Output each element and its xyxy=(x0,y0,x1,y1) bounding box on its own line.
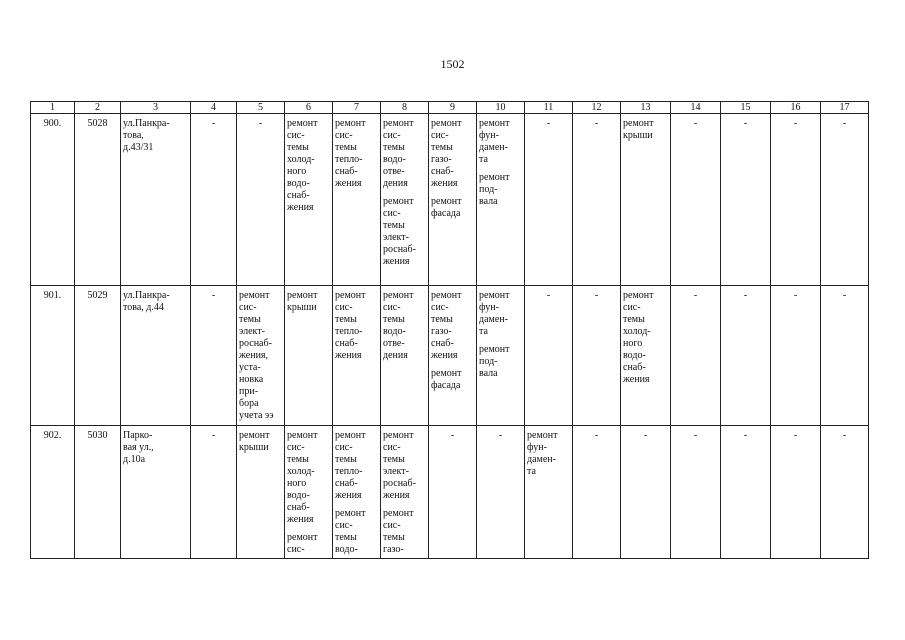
address: ул.Панкра- това, д.44 xyxy=(123,290,170,313)
row-code: 5028 xyxy=(87,118,108,129)
table-cell xyxy=(525,114,573,286)
dash-mark: - xyxy=(743,118,748,129)
work-item: ремонт фун- дамен- та xyxy=(479,118,510,165)
column-header: 11 xyxy=(525,102,573,114)
column-header: 10 xyxy=(477,102,525,114)
work-item: ремонт сис- темы тепло- снаб- жения xyxy=(335,430,366,501)
work-item: ремонт под- вала xyxy=(479,344,510,379)
dash-mark: - xyxy=(211,430,216,441)
table-cell xyxy=(75,114,121,286)
dash-mark: - xyxy=(842,430,847,441)
dash-mark: - xyxy=(450,430,455,441)
table-cell xyxy=(721,114,771,286)
work-item: ремонт сис- темы газо- xyxy=(383,508,414,555)
work-item: ремонт сис- темы водо- xyxy=(335,508,366,555)
dash-mark: - xyxy=(594,290,599,301)
dash-mark: - xyxy=(693,118,698,129)
column-header: 16 xyxy=(771,102,821,114)
work-item: ремонт крыши xyxy=(623,118,654,141)
work-item: ремонт фасада xyxy=(431,368,462,391)
table-cell xyxy=(621,286,671,426)
table-row xyxy=(31,426,869,559)
work-item: ремонт сис- xyxy=(287,532,318,555)
table-cell xyxy=(75,426,121,559)
table-cell xyxy=(621,114,671,286)
table-cell xyxy=(721,286,771,426)
work-item: ремонт крыши xyxy=(239,430,270,453)
work-item: ремонт сис- темы газо- снаб- жения xyxy=(431,118,462,189)
table-cell xyxy=(573,286,621,426)
column-header: 8 xyxy=(381,102,429,114)
work-item: ремонт сис- темы газо- снаб- жения xyxy=(431,290,462,361)
dash-mark: - xyxy=(211,118,216,129)
table-cell xyxy=(191,426,237,559)
work-item: ремонт сис- темы водо- отве- дения xyxy=(383,118,414,189)
table-row xyxy=(31,114,869,286)
work-item: ремонт сис- темы элект- роснаб- жения, уста- новка при- бора учета ээ xyxy=(239,290,274,421)
work-item: ремонт сис- темы элект- роснаб- жения xyxy=(383,430,416,501)
column-header: 1 xyxy=(31,102,75,114)
row-code: 5030 xyxy=(87,430,108,441)
column-header: 17 xyxy=(821,102,869,114)
dash-mark: - xyxy=(546,290,551,301)
table-cell xyxy=(573,426,621,559)
work-item: ремонт сис- темы элект- роснаб- жения xyxy=(383,196,416,267)
table-cell xyxy=(381,114,429,286)
table-cell xyxy=(333,426,381,559)
repair-schedule-table xyxy=(30,101,869,559)
work-item: ремонт сис- темы тепло- снаб- жения xyxy=(335,290,366,361)
table-cell xyxy=(285,114,333,286)
column-header: 3 xyxy=(121,102,191,114)
table-cell xyxy=(381,286,429,426)
table-cell xyxy=(821,114,869,286)
row-number: 900. xyxy=(43,118,62,129)
table-cell xyxy=(821,426,869,559)
column-header: 4 xyxy=(191,102,237,114)
table-cell xyxy=(191,114,237,286)
table-cell xyxy=(477,426,525,559)
table-cell xyxy=(333,114,381,286)
address: Парко- вая ул., д.10а xyxy=(123,430,154,465)
work-item: ремонт сис- темы холод- ного водо- снаб- жения xyxy=(287,430,318,525)
work-item: ремонт сис- темы холод- ного водо- снаб- жения xyxy=(287,118,318,213)
column-header: 15 xyxy=(721,102,771,114)
table-cell xyxy=(821,286,869,426)
table-cell xyxy=(671,426,721,559)
table-cell xyxy=(429,286,477,426)
column-header: 13 xyxy=(621,102,671,114)
dash-mark: - xyxy=(498,430,503,441)
dash-mark: - xyxy=(546,118,551,129)
table-cell xyxy=(771,114,821,286)
work-item: ремонт крыши xyxy=(287,290,318,313)
table-cell xyxy=(31,114,75,286)
table-cell xyxy=(237,114,285,286)
work-item: ремонт сис- темы холод- ного водо- снаб- жения xyxy=(623,290,654,385)
table-cell xyxy=(621,426,671,559)
table-cell xyxy=(191,286,237,426)
table-cell xyxy=(429,114,477,286)
table-cell xyxy=(477,114,525,286)
column-header: 7 xyxy=(333,102,381,114)
table-cell xyxy=(31,286,75,426)
table-cell xyxy=(31,426,75,559)
table-cell xyxy=(573,114,621,286)
dash-mark: - xyxy=(793,430,798,441)
dash-mark: - xyxy=(693,290,698,301)
work-item: ремонт фасада xyxy=(431,196,462,219)
work-item: ремонт под- вала xyxy=(479,172,510,207)
work-item: ремонт сис- темы тепло- снаб- жения xyxy=(335,118,366,189)
row-number: 902. xyxy=(43,430,62,441)
dash-mark: - xyxy=(743,430,748,441)
table-cell xyxy=(771,286,821,426)
row-code: 5029 xyxy=(87,290,108,301)
table-cell xyxy=(75,286,121,426)
dash-mark: - xyxy=(842,290,847,301)
address: ул.Панкра- това, д.43/31 xyxy=(123,118,170,153)
table-cell xyxy=(721,426,771,559)
column-header: 9 xyxy=(429,102,477,114)
column-header: 2 xyxy=(75,102,121,114)
dash-mark: - xyxy=(594,430,599,441)
table-cell xyxy=(381,426,429,559)
table-cell xyxy=(237,286,285,426)
column-header: 6 xyxy=(285,102,333,114)
dash-mark: - xyxy=(842,118,847,129)
dash-mark: - xyxy=(643,430,648,441)
column-header: 12 xyxy=(573,102,621,114)
table-cell xyxy=(429,426,477,559)
header-row xyxy=(31,102,869,114)
table-cell xyxy=(333,286,381,426)
dash-mark: - xyxy=(793,290,798,301)
column-header: 5 xyxy=(237,102,285,114)
table-cell xyxy=(285,426,333,559)
table-cell xyxy=(121,114,191,286)
dash-mark: - xyxy=(743,290,748,301)
dash-mark: - xyxy=(594,118,599,129)
table-cell xyxy=(237,426,285,559)
dash-mark: - xyxy=(258,118,263,129)
work-item: ремонт фун- дамен- та xyxy=(527,430,558,477)
table-cell xyxy=(525,286,573,426)
page-number: 1502 xyxy=(440,57,465,71)
table-cell xyxy=(771,426,821,559)
table-cell xyxy=(525,426,573,559)
column-header: 14 xyxy=(671,102,721,114)
work-item: ремонт фун- дамен- та xyxy=(479,290,510,337)
table-cell xyxy=(671,114,721,286)
table-cell xyxy=(477,286,525,426)
dash-mark: - xyxy=(693,430,698,441)
work-item: ремонт сис- темы водо- отве- дения xyxy=(383,290,414,361)
dash-mark: - xyxy=(793,118,798,129)
table-cell xyxy=(285,286,333,426)
row-number: 901. xyxy=(43,290,62,301)
table-cell xyxy=(121,286,191,426)
table-cell xyxy=(671,286,721,426)
table-row xyxy=(31,286,869,426)
table-cell xyxy=(121,426,191,559)
dash-mark: - xyxy=(211,290,216,301)
